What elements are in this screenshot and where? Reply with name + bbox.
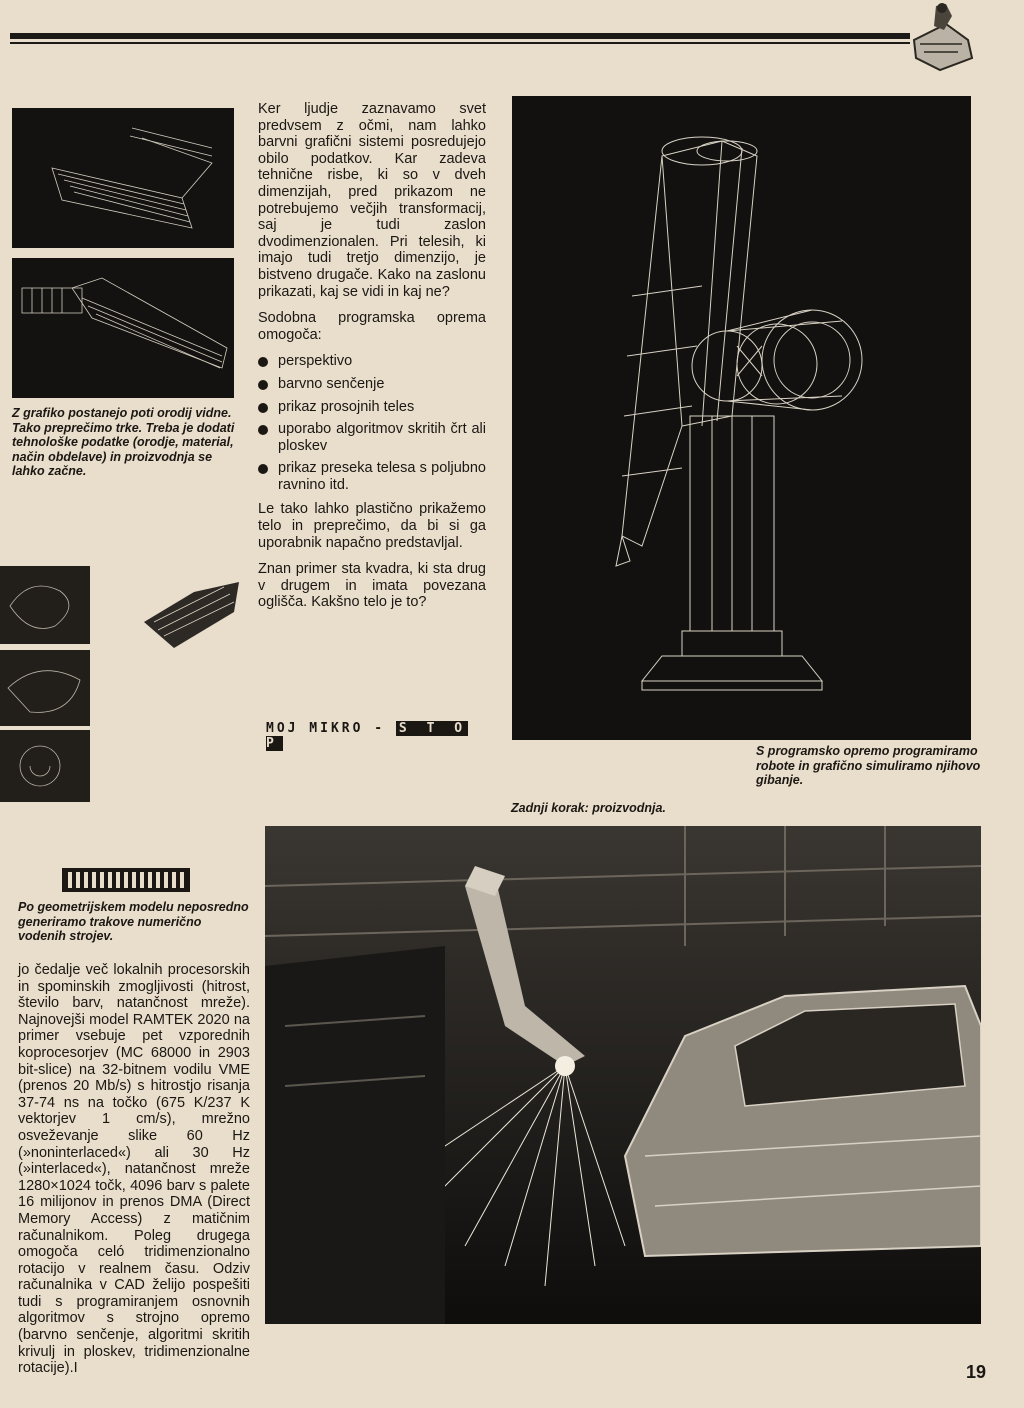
article-paragraph: Ker ljudje zaznavamo svet predvsem z očmi, nam lahko barvni grafični sistemi posredujejo obilo podatkov. Kar zadeva tehnične risbe, ki so v dveh dimenzijah, pred prikazom ne potrebujemo večjih transformacij, saj je tudi zaslon dvodimenzionalen. Pri telesih, ki imajo tudi tretjo dimenzijo, je bistveno drugače. Kako na zaslonu prikazati, kaj se vidi in kaj ne? <box>258 101 486 300</box>
list-item: barvno senčenje <box>258 376 486 393</box>
punched-tape-graphic <box>62 868 190 892</box>
caption-nc-tapes: Po geometrijskem modelu neposredno generiramo trakove numerično vodenih strojev. <box>18 900 249 943</box>
caption-tool-paths: Z grafiko postanejo poti orodij vidne. Tako preprečimo trke. Treba je dodati tehnološke podatke (orodje, material, način obdelave) in proizvodnja se lahko začne. <box>12 406 235 478</box>
article-paragraph: Znan primer sta kvadra, ki sta drug v drugem in imata povezana oglišča. Kakšno telo je to? <box>258 561 486 611</box>
article-column-main <box>258 101 486 621</box>
header-rule-thick <box>10 33 910 39</box>
wireframe-part-cutout <box>134 572 244 652</box>
article-paragraph: jo čedalje več lokalnih procesorskih in spominskih zmogljivosti (hitrost, število barv, natančnost mreže). Najnovejši model RAMTEK 2020 na primer vsebuje pet vzporednih koprocesorjev (MC 68000 in 2903 bit-slice) na 32-bitnem vodilu VME (prenos 20 Mb/s) s hitrostjo risanja 37-74 ns na točko (675 K/237 K vektorjev 1 cm/s), mrežno osveževanje slike 60 Hz (»noninterlaced«) ali 30 Hz (»interlaced«), natančnost mreže 1280×1024 točk, 4096 barv s palete 16 milijonov in prenos DMA (Direct Memory Access) z matičnim računalnikom. Poleg drugega omogoča celó tridimenzionalno rotacijo v realnem času. Odziv računalnika v CAD želijo pospešiti tudi s programiranjem osnovnih algoritmov s strojno opremo (barvno senčenje, algoritmi skritih krivulj in ploskev, tridimenzionalne rotacije).I <box>18 962 250 1377</box>
article-paragraph: Le tako lahko plastično prikažemo telo in preprečimo, da bi si ga uporabnik napačno predstavljal. <box>258 501 486 551</box>
cad-tool-path-photo-top <box>12 108 234 248</box>
list-item: perspektivo <box>258 353 486 370</box>
screen-thumbnail-3 <box>0 730 90 802</box>
screen-thumbnail-1 <box>0 566 90 644</box>
list-item: prikaz preseka telesa s poljubno ravnino itd. <box>258 460 486 493</box>
car-production-line-photo <box>265 826 981 1324</box>
capability-list <box>258 353 486 493</box>
article-paragraph: Sodobna programska oprema omogoča: <box>258 310 486 343</box>
article-column-lower <box>18 962 250 1387</box>
screen-thumbnail-2 <box>0 650 90 726</box>
caption-robot-simulation: S programsko opremo programiramo robote in grafično simuliramo njihovo gibanje. <box>756 744 981 787</box>
robot-wireframe-photo <box>512 96 971 740</box>
page-number: 19 <box>966 1362 987 1382</box>
screen-text-strip <box>266 721 496 751</box>
cad-tool-path-photo-bottom <box>12 258 234 398</box>
screen-strip-boxed: S T O P <box>266 721 469 751</box>
robot-corner-illustration <box>906 0 976 72</box>
caption-final-step: Zadnji korak: proizvodnja. <box>511 801 666 815</box>
header-rule-thin <box>10 42 910 44</box>
screen-strip-text: MOJ MIKRO - <box>266 721 386 736</box>
list-item: prikaz prosojnih teles <box>258 399 486 416</box>
list-item: uporabo algoritmov skritih črt ali ploskev <box>258 421 486 454</box>
